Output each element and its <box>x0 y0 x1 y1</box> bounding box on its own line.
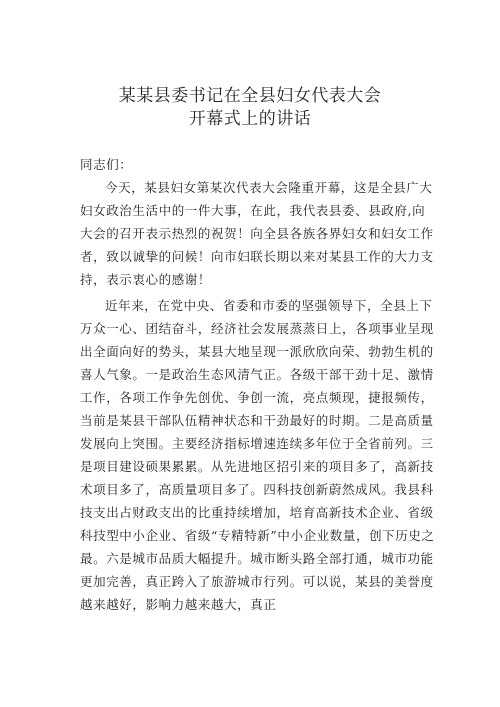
document-title-line-1: 某某县委书记在全县妇女代表大会 <box>118 86 382 106</box>
paragraph-1: 今天，某县妇女第某次代表大会隆重开幕，这是全县广大妇女政治生活中的一件大事，在此，我代表县委、县政府,向大会的召开表示热烈的祝贺！向全县各族各界妇女和妇女工作者，致以诚挚的问候！向市妇联长期以来对某县工作的大力支持，表示衷心的感谢！ <box>80 180 434 287</box>
document-title-line-2: 开幕式上的讲话 <box>188 109 312 129</box>
salutation: 同志们： <box>80 157 133 172</box>
paragraph-2: 近年来，在党中央、省委和市委的坚强领导下，全县上下万众一心、团结奋斗，经济社会发展蒸蒸日上，各项事业呈现出全面向好的势头，某县大地呈现一派欣欣向荣、勃勃生机的喜人气象。一是政治生态风清气正。各级干部干劲十足、激情工作，各项工作争先创优、争创一流，亮点频现，捷报频传，当前是某县干部队伍精神状态和干劲最好的时期。二是高质量发展向上突围。主要经济指标增速连续多年位于全省前列。三是项目建设硕果累累。从先进地区招引来的项目多了，高新技术项目多了，高质量项目多了。四科技创新蔚然成风。我县科技支出占财政支出的比重持续增加，培育高新技术企业、省级科技型中小企业、省级“专精特新”中小企业数量，创下历史之最。六是城市品质大幅提升。城市断头路全部打通，城市功能更加完善，真正跨入了旅游城市行列。可以说，某县的美誉度越来越好，影响力越来越大，真正 <box>80 298 435 612</box>
